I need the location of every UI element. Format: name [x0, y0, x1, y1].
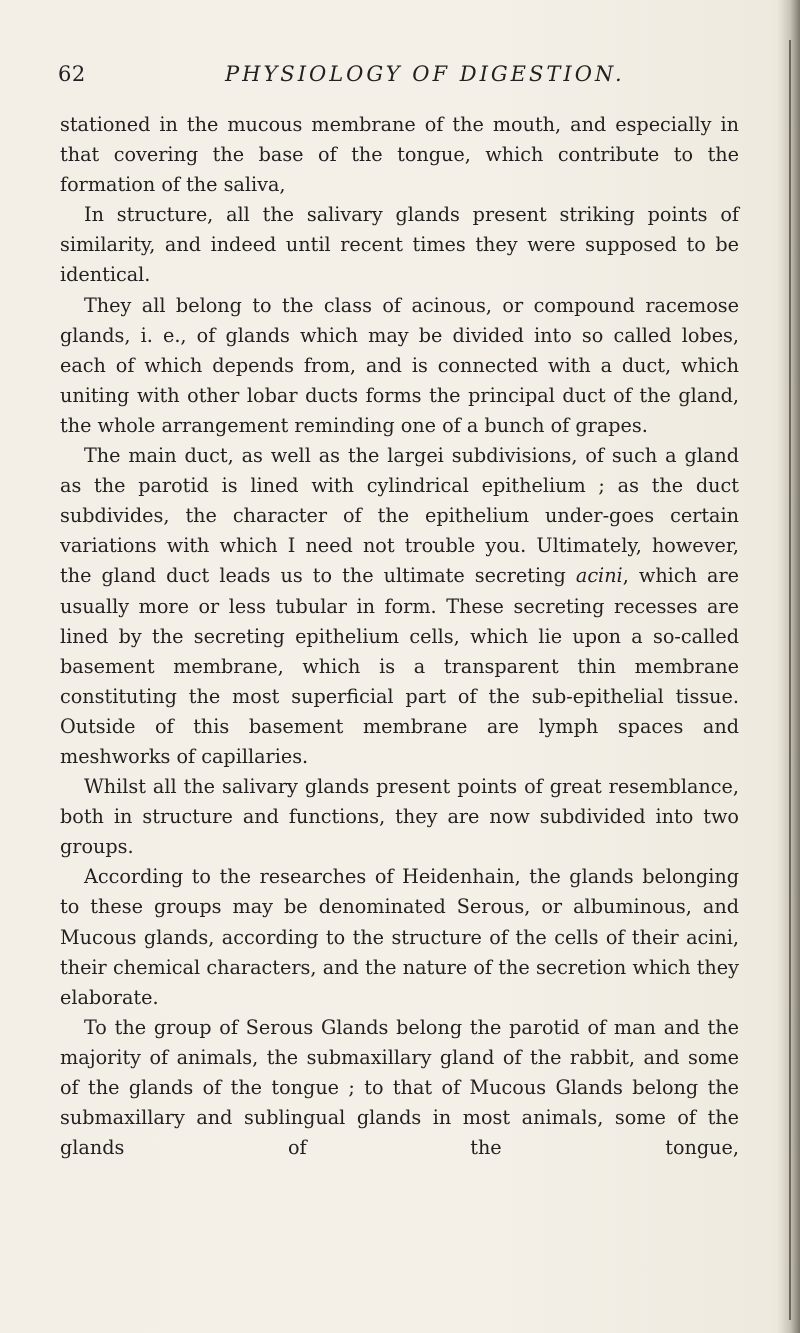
running-head: PHYSIOLOGY OF DIGESTION.: [225, 62, 625, 86]
paragraph-text: , which are usually more or less tubular in form. These secreting recesses are lined by the secreting epithelium cells, which lie upon a so-called basement membrane, which is a transparent thin membrane constituting the most superficial part of the sub-epithelial tissue. Outside of this basement membrane are lymph spaces and meshworks of capillaries.: [60, 564, 739, 768]
paragraph: To the group of Serous Glands belong the parotid of man and the majority of animals, the submaxillary gland of the rabbit, and some of the glands of the tongue ; to that of Mucous Glands belong the submaxillary and sublingual glands in most animals, some of the glands of the tongue,: [60, 1015, 739, 1160]
paragraph: According to the researches of Heidenhain, the glands belonging to these groups may be denominated Serous, or albuminous, and Mucous glands, according to the structure of the cells of their acini, their chemical characters, and the nature of the secretion which they elaborate.: [60, 865, 739, 1009]
paragraph-text: The main duct, as well as the largei subdivisions, of such a gland as the parotid is lined with cylindrical epithelium ; as the duct subdivides, the character of the epithelium under-goes certain variations with which I need not trouble you. Ultimately, however, the gland duct leads us to the ultimate secreting: [60, 444, 739, 588]
italic-term: acini: [575, 564, 623, 588]
paragraph: They all belong to the class of acinous, or compound racemose glands, i. e., of glands which may be divided into so called lobes, each of which depends from, and is connected with a duct, which uniting with other lobar ducts forms the principal duct of the gland, the whole arrangement reminding one of a bunch of grapes.: [60, 293, 739, 437]
paragraph: [60, 441, 739, 772]
page-number: 62: [58, 62, 86, 86]
paragraph: In structure, all the salivary glands present striking points of similarity, and indeed until recent times they were supposed to be identical.: [60, 203, 739, 287]
page-edge-line: [789, 40, 791, 1320]
body-text: [60, 110, 739, 1163]
paragraph: stationed in the mucous membrane of the mouth, and especially in that covering the base of the tongue, which contribute to the formation of the saliva,: [60, 113, 739, 197]
paragraph: Whilst all the salivary glands present points of great resemblance, both in structure and functions, they are now subdivided into two groups.: [60, 775, 739, 859]
page-header: [0, 48, 800, 88]
